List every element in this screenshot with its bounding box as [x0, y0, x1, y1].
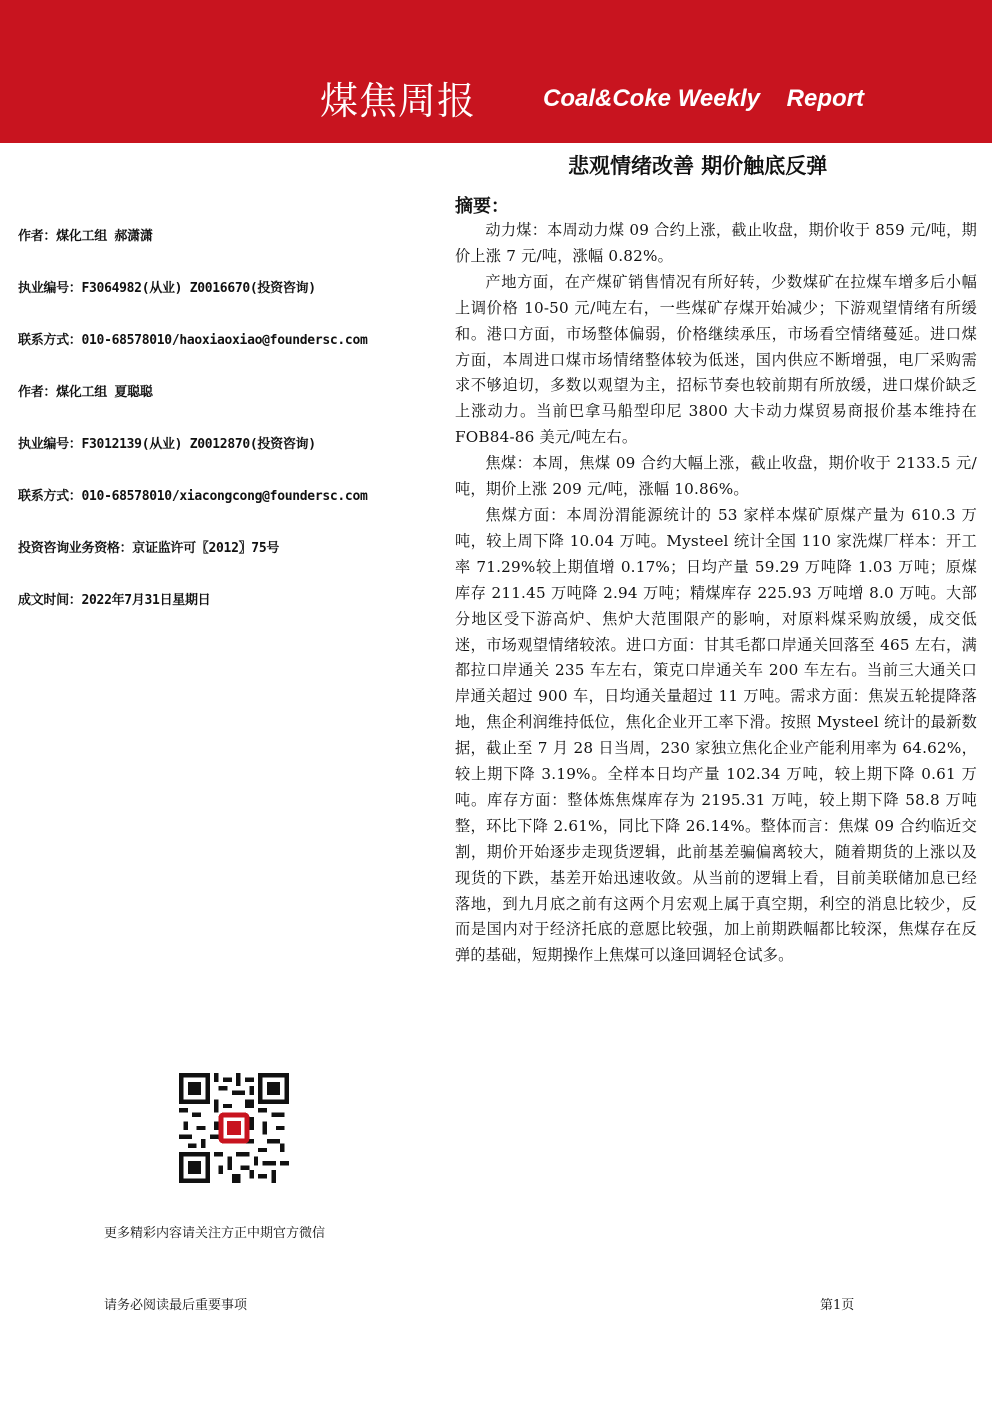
license-line: 执业编号：F3012139(从业) Z0012870(投资咨询) [18, 437, 316, 452]
license-line: 执业编号：F3064982(从业) Z0016670(投资咨询) [18, 281, 316, 296]
summary-paragraph: 焦煤：本周，焦煤 09 合约大幅上涨，截止收盘，期价收于 2133.5 元/吨，期价上涨 209 元/吨，涨幅 10.86%。 [455, 454, 977, 499]
summary-body [455, 218, 977, 969]
summary-paragraph: 焦煤方面：本周汾渭能源统计的 53 家样本煤矿原煤产量为 610.3 万吨，较上周下降 10.04 万吨。Mysteel 统计全国 110 家洗煤厂样本：开工率 71.29%较上期值增 0.17%；日均产量 59.29 万吨降 1.03 万吨；原煤库存 211.45 万吨降 2.94 万吨；精煤库存 225.93 万吨增 8.0 万吨。大部分地区受下游高炉、焦炉大范围限产的影响，对原料煤采购放缓，成交低迷，市场观望情绪较浓。进口方面：甘其毛都口岸通关回落至 465 左右，满都拉口岸通关 235 车左右，策克口岸通关车 200 车左右。当前三大通关口岸通关超过 900 车，日均通关量超过 11 万吨。需求方面：焦炭五轮提降落地，焦企利润维持低位，焦化企业开工率下滑。按照 Mysteel 统计的最新数据，截止至 7 月 28 日当周，230 家独立焦化企业产能利用率为 64.62%，较上期下降 3.19%。全样本日均产量 102.34 万吨，较上期下降 0.61 万吨。库存方面：整体炼焦煤库存为 2195.31 万吨，较上期下降 58.8 万吨整，环比下降 2.61%，同比下降 26.14%。整体而言：焦煤 09 合约临近交割，期价开始逐步走现货逻辑，此前基差骗偏离较大，随着期货的上涨以及现货的下跌，基差开始迅速收敛。从当前的逻辑上看，目前美联储加息已经落地，到九月底之前有这两个月宏观上属于真空期，利空的消息比较少，反而是国内对于经济托底的意愿比较强，加上前期跌幅都比较深，焦煤存在反弹的基础，短期操作上焦煤可以逢回调轻仓试多。 [455, 505, 977, 965]
contact-line: 联系方式：010-68578010/xiacongcong@foundersc.com [18, 489, 368, 504]
header-banner [0, 0, 992, 143]
qr-code-icon [179, 1073, 289, 1183]
author-line: 作者：煤化工组 郝潇潇 [18, 229, 153, 244]
headline: 悲观情绪改善 期价触底反弹 [568, 154, 828, 178]
report-title-en: Coal&Coke Weekly Report [543, 85, 864, 112]
footer-notice: 请务必阅读最后重要事项 [104, 1298, 248, 1313]
summary-title: 摘要： [455, 196, 509, 217]
summary-paragraph: 动力煤：本周动力煤 09 合约上涨，截止收盘，期价收于 859 元/吨，期价上涨 7 元/吨，涨幅 0.82%。 [455, 221, 977, 265]
qualification-line: 投资咨询业务资格：京证监许可〖2012〗75号 [18, 541, 280, 556]
date-line: 成文时间：2022年7月31日星期日 [18, 593, 211, 608]
report-title-cn: 煤焦周报 [320, 79, 477, 123]
summary-paragraph: 产地方面，在产煤矿销售情况有所好转，少数煤矿在拉煤车增多后小幅上调价格 10-50 元/吨左右，一些煤矿存煤开始减少；下游观望情绪有所缓和。港口方面，市场整体偏弱，价格继续承压，市场看空情绪蔓延。进口煤方面，本周进口煤市场情绪整体较为低迷，国内供应不断增强，电厂采购需求不够迫切，多数以观望为主，招标节奏也较前期有所放缓，进口煤价缺乏上涨动力。当前巴拿马船型印尼 3800 大卡动力煤贸易商报价基本维持在 FOB84-86 美元/吨左右。 [455, 272, 977, 447]
qr-caption: 更多精彩内容请关注方正中期官方微信 [104, 1226, 326, 1241]
page-number: 第1页 [820, 1298, 855, 1313]
contact-line: 联系方式：010-68578010/haoxiaoxiao@foundersc.com [18, 333, 368, 348]
author-line: 作者：煤化工组 夏聪聪 [18, 385, 153, 400]
